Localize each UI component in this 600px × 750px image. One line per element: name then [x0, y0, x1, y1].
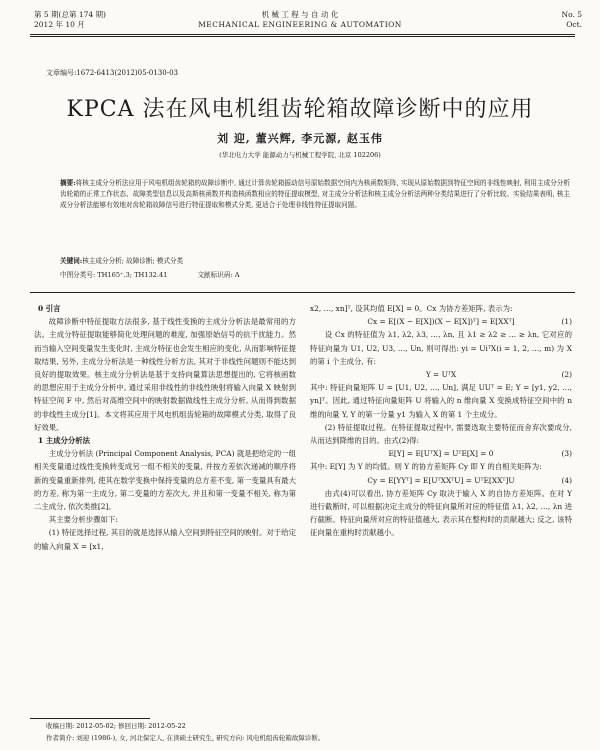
left-column	[34, 302, 296, 553]
issue-number: 第 5 期(总第 174 期)	[34, 10, 106, 19]
equation-3-number: (3)	[561, 449, 572, 459]
affiliation: (华北电力大学 能源动力与机械工程学院, 北京 102206)	[219, 151, 381, 159]
right-column	[310, 302, 572, 540]
issue-number-en: No. 5	[561, 10, 582, 19]
equation-2	[310, 368, 572, 381]
equation-4-number: (4)	[561, 475, 572, 485]
paragraph: 设 Cx 的特征值为 λ1, λ2, λ3, …, λn, 且 λ1 ≥ λ2 ≥ … ≥ λn, 它对应的特征向量为 U1, U2, U3, …, Un, 则可得出: yi = UiᵀX(i = 1, 2, …, m) 为 X 的第 i 个主成分, 有:	[310, 330, 572, 366]
header-rule	[30, 34, 575, 35]
keywords-text: 核主成分分析; 故障诊断; 模式分类	[82, 257, 184, 265]
document-code: 文献标识码: A	[197, 271, 240, 279]
equation-4-body: Cy = E[YYᵀ] = E[UᵀXXᵀU] = UᵀE[XXᵀ]U	[367, 475, 515, 485]
section-heading-intro: 0 引言	[38, 304, 61, 313]
equation-3	[310, 447, 572, 460]
paragraph: 由式(4)可以看出, 协方差矩阵 Cy 取决于输入 X 的自协方差矩阵。在对 Y 进行截断时, 可以根据决定主成分的特征向量所对应的特征值 λ1, λ2, …, λn 进行截断。特征向量所对应的特征值越大, 表示其在整构时的贡献越大; 反之, 该特征向量在重构时贡献越小。	[310, 488, 572, 538]
header-rule-thin	[30, 36, 575, 37]
author-list: 刘 迎, 董兴辉, 李元源, 赵玉伟	[217, 132, 383, 145]
equation-2-number: (2)	[561, 370, 572, 380]
paragraph: (2) 特征提取过程。在特征提取过程中, 需要选取主要特征而舍弃次要成分, 从而达到降维的目的。由式(2)得:	[310, 422, 572, 446]
section-heading-pca: 1 主成分分析法	[38, 436, 91, 446]
classification	[60, 269, 570, 279]
equation-1-body: Cx = E[(X − E[X])(X − E[X])ᵀ] = E[XXᵀ]	[367, 317, 515, 327]
paragraph: 故障诊断中特征提取方法很多, 基于线性变换的主成分分析法是最常用的方法。主成分特征提取能够简化处理问题的难度, 加强原始信号的抗干扰能力。然而当输入空间变量发生变化时, 主成分特征也会发生相应的变化, 从而影响特征提取结果, 另外, 主成分分析法是一种线性分析方法, 其对于非线性问题则不能达到良好的提取效果。核主成分分析法是基于支持向量算法思想提出的, 它将核函数的思想应用于主成分分析中, 通过采用非线性的非线性映射将输入向量 X 映射到特征空间 F 中, 然后对高维空间中的映射数据做线性主成分分析, 从而得到数据的非线性主成分[1]。本文将其应用于风电机组齿轮箱的故障模式分类, 取得了良好效果。	[34, 317, 296, 432]
paragraph: (1) 特征选择过程, 其目的就是选择从输入空间到特征空间的映射。对于给定的输入向量 X = [x1,	[34, 528, 296, 551]
abstract-label: 摘要:	[60, 179, 76, 187]
paragraph: 其中: E[Y] 为 Y 的均值。则 Y 的协方差矩阵 Cy 即 Y 的自相关矩阵为:	[310, 462, 542, 472]
journal-name-cn: 机 械 工 程 与 自 动 化	[261, 10, 339, 19]
issue-month-en: Oct.	[566, 20, 582, 29]
footnote-rule	[30, 718, 150, 719]
equation-2-body: Y = UᵀX	[425, 370, 457, 380]
received-date: 收稿日期: 2012-05-02; 修回日期: 2012-05-22	[46, 722, 186, 730]
equation-1	[310, 315, 572, 328]
equation-4	[310, 474, 572, 487]
abstract-rule	[30, 292, 575, 293]
abstract-text: 将核主成分分析法应用于风电机组齿轮箱的故障诊断中, 通过计算齿轮箱振动信号原始数据空间内为核函数矩阵, 实现从原始数据到特征空间的非线性映射, 利用主成分分析齿轮箱的正常工作状态、故障类型信息以及高斯核函数并构造核函数相应的特征提取模型, 对主成分分析法和核主成分分析法两种分类结果进行了分析比较。实验结果表明, 核主成分分析法能够有效地对齿轮箱故障信号进行特征提取和模式分类, 更适合于处理非线性特征提取问题。	[60, 179, 570, 210]
paragraph: x2, …, xn]ᵀ, 设其均值 E[X] = 0。Cx 为协方差矩阵, 表示为:	[310, 304, 513, 313]
article-number: 文章编号:1672-6413(2012)05-0130-03	[46, 69, 178, 77]
author-bio: 作者简介: 刘迎 (1986-), 女, 河北保定人, 在读硕士研究生, 研究方向: 风电机组齿轮箱故障诊断。	[46, 734, 325, 742]
article-title: KPCA 法在风电机组齿轮箱故障诊断中的应用	[66, 97, 534, 122]
journal-name-en: MECHANICAL ENGINEERING & AUTOMATION	[198, 20, 402, 29]
equation-1-number: (1)	[561, 317, 572, 327]
paragraph: 其中: 特征向量矩阵 U = [U1, U2, …, Un], 满足 UUᵀ = E; Y = [y1, y2, …, yn]ᵀ。因此, 通过特征向量矩阵 U 将输入的 n 维向量 X 变换成特征空间中的 n 维的向量 Y, Y 的第一分量 y1 为输入 X 的第 1 个主成分。	[310, 383, 572, 419]
paragraph: 其主要分析步骤如下:	[48, 515, 118, 525]
keywords	[60, 255, 570, 265]
paragraph: 主成分分析法 (Principal Component Analysis, PCA) 就是把给定的一组相关变量通过线性变换转变成另一组不相关的变量, 并按方差依次递减的顺序将新的变量重新排列, 使其在数学变换中保持变量的总方差不变, 第一变量具有最大的方差, 称为第一主成分, 第二变量的方差次大, 并且和第一变量不相关, 称为第二主成分, 依次类推[2]。	[34, 449, 296, 512]
journal-name	[0, 10, 600, 30]
clc-number: 中图分类号: TH165⁺.3; TH132.41	[60, 271, 168, 279]
abstract	[60, 178, 570, 212]
keywords-label: 关键词:	[60, 257, 83, 265]
issue-info-en	[562, 10, 583, 30]
equation-3-body: E[Y] = E[UᵀX] = UᵀE[X] = 0	[388, 449, 494, 459]
issue-date: 2012 年 10 月	[34, 20, 85, 29]
